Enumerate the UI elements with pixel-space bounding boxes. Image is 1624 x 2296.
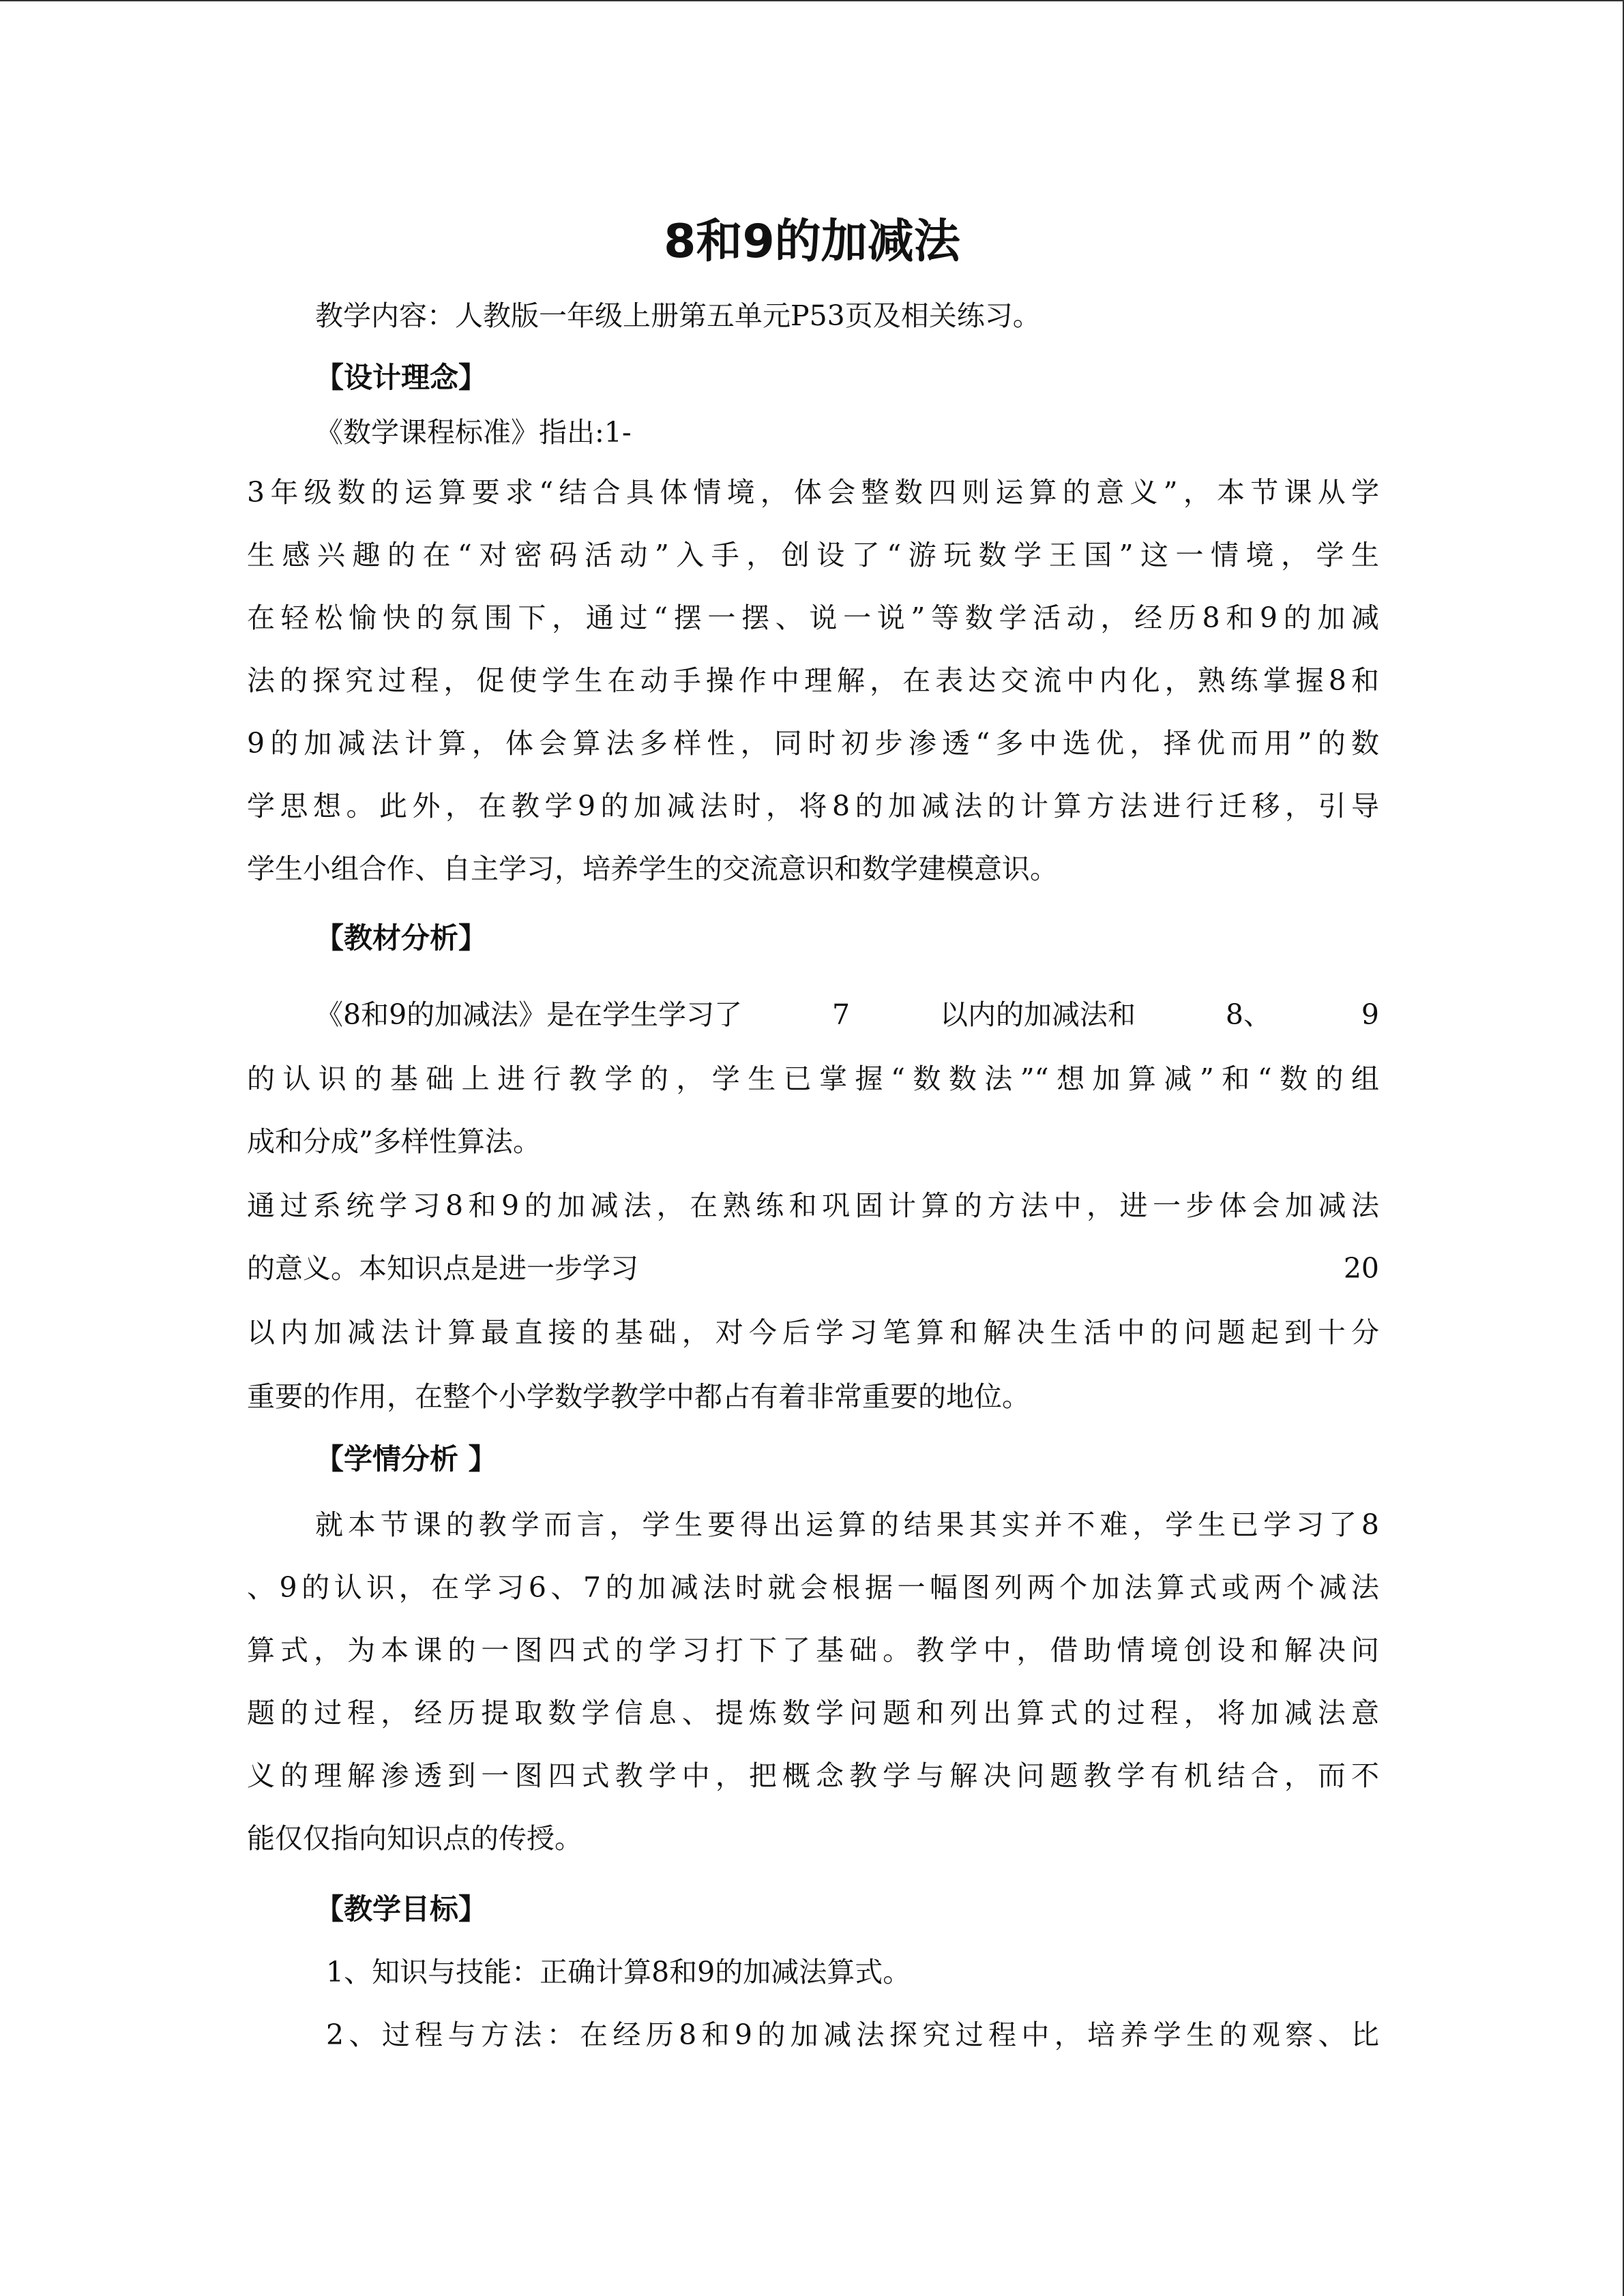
paragraph-line: 3年级数的运算要求“结合具体情境，体会整数四则运算的意义”，本节课从学 bbox=[247, 476, 1379, 509]
heading-textbook-analysis: 【教材分析】 bbox=[315, 921, 488, 955]
paragraph-line: 、9的认识，在学习6、7的加减法时就会根据一幅图列两个加法算式或两个减法 bbox=[247, 1571, 1379, 1604]
objective-item: 1、知识与技能：正确计算8和9的加减法算式。 bbox=[326, 1956, 911, 1988]
text-segment: 《8和9的加减法》是在学生学习了 bbox=[315, 998, 743, 1031]
text-segment: 20 bbox=[1343, 1252, 1379, 1285]
text-segment: 的意义。本知识点是进一步学习 bbox=[247, 1252, 638, 1285]
paragraph-line: 能仅仅指向知识点的传授。 bbox=[247, 1822, 582, 1855]
paragraph-line: 算式，为本课的一图四式的学习打下了基础。教学中，借助情境创设和解决问 bbox=[247, 1634, 1379, 1667]
paragraph-line: 就本节课的教学而言，学生要得出运算的结果其实并不难，学生已学习了8 bbox=[315, 1508, 1379, 1541]
paragraph-line: 9的加减法计算，体会算法多样性，同时初步渗透“多中选优，择优而用”的数 bbox=[247, 727, 1379, 760]
paragraph-line: 通过系统学习8和9的加减法，在熟练和巩固计算的方法中，进一步体会加减法 bbox=[247, 1189, 1379, 1222]
paragraph-line: 重要的作用，在整个小学数学教学中都占有着非常重要的地位。 bbox=[247, 1380, 1030, 1413]
heading-design-concept: 【设计理念】 bbox=[315, 361, 488, 394]
paragraph-line: 成和分成”多样性算法。 bbox=[247, 1125, 541, 1158]
text-segment: 9 bbox=[1361, 998, 1379, 1031]
text-segment: 8、 bbox=[1225, 998, 1271, 1031]
paragraph-line-spaced bbox=[247, 1248, 1379, 1289]
paragraph-line: 《数学课程标准》指出:1- bbox=[315, 416, 632, 449]
paragraph-line: 以内加减法计算最直接的基础，对今后学习笔算和解决生活中的问题起到十分 bbox=[247, 1316, 1379, 1349]
teaching-content: 教学内容：人教版一年级上册第五单元P53页及相关练习。 bbox=[315, 299, 1041, 332]
paragraph-line: 题的过程，经历提取数学信息、提炼数学问题和列出算式的过程，将加减法意 bbox=[247, 1697, 1379, 1729]
text-segment: 以内的加减法和 bbox=[940, 998, 1136, 1031]
paragraph-line: 学思想。此外，在教学9的加减法时，将8的加减法的计算方法进行迁移，引导 bbox=[247, 790, 1379, 822]
heading-learner-analysis: 【学情分析 】 bbox=[315, 1442, 497, 1476]
paragraph-line: 生感兴趣的在“对密码活动”入手，创设了“游玩数学王国”这一情境，学生 bbox=[247, 539, 1379, 571]
paragraph-line: 的认识的基础上进行教学的，学生已掌握“数数法”“想加算减”和“数的组 bbox=[247, 1062, 1379, 1095]
paragraph-line: 义的理解渗透到一图四式教学中，把概念教学与解决问题教学有机结合，而不 bbox=[247, 1759, 1379, 1792]
paragraph-line-spaced bbox=[315, 994, 1379, 1035]
paragraph-line: 在轻松愉快的氛围下，通过“摆一摆、说一说”等数学活动，经历8和9的加减 bbox=[247, 601, 1379, 634]
text-segment: 7 bbox=[832, 998, 851, 1031]
paragraph-line: 学生小组合作、自主学习，培养学生的交流意识和数学建模意识。 bbox=[247, 852, 1058, 885]
document-title: 8和9的加减法 bbox=[664, 215, 960, 269]
heading-teaching-objectives: 【教学目标】 bbox=[315, 1892, 488, 1926]
objective-item: 2、过程与方法：在经历8和9的加减法探究过程中，培养学生的观察、比 bbox=[326, 2018, 1379, 2051]
paragraph-line: 法的探究过程，促使学生在动手操作中理解，在表达交流中内化，熟练掌握8和 bbox=[247, 664, 1379, 697]
